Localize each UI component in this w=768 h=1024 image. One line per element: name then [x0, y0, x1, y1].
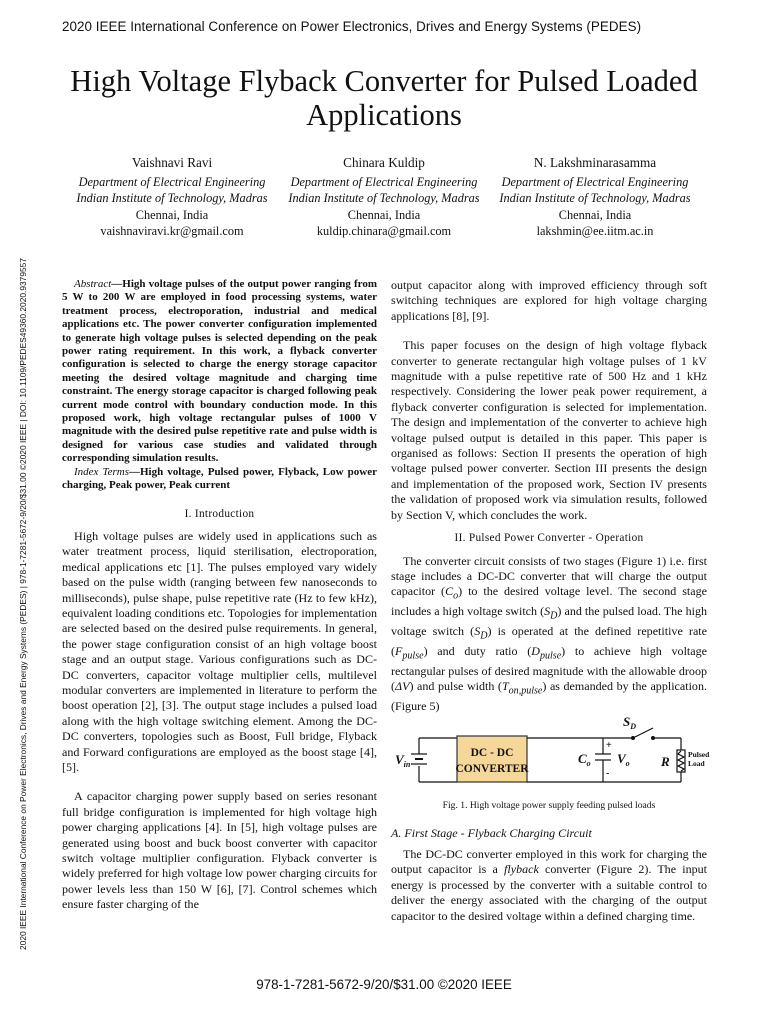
author-block-3 — [475, 155, 715, 240]
figure-1-caption: Fig. 1. High voltage power supply feeding pulsed loads — [442, 800, 656, 812]
pulsed-load-label-2: Load — [688, 759, 705, 769]
pulsed-load-label-1: Pulsed — [688, 750, 710, 760]
author-name: Chinara Kuldip — [343, 155, 425, 170]
author-email[interactable]: kuldip.chinara@gmail.com — [316, 224, 452, 239]
author-name: N. Lakshminarasamma — [533, 155, 657, 170]
intro-paragraph-3: output capacitor along with improved efficiency through soft switching techniques are explored for high voltage charging applications [8], [9]. — [391, 278, 707, 323]
author-city: Chennai, India — [558, 207, 632, 222]
section-heading-introduction: I. Introduction — [184, 507, 255, 520]
abstract-text: —High voltage pulses of the output power ranging from 5 W to 200 W are employed in food processing systems, water treatment process, electroporation, industrial and medical applications etc. The power converter configuration implemented to generate high voltage pulses is selected depending on the peak power rating requirement. In this work, a flyback converter configuration is selected to charge the energy storage capacitor meeting the desired voltage magnitude and charging time constraint. The energy storage capacitor is charged following peak current mode control with boundary conduction mode. In this proposed work, high voltage rectangular pulses of 1000 V magnitude with the desired pulse repetitive rate and pulse width is designed for various case studies and validated through corresponding simulation results. — [62, 278, 377, 465]
author-email[interactable]: vaishnaviravi.kr@gmail.com — [100, 224, 244, 239]
abstract-label: Abstract — [74, 278, 112, 290]
author-inst: Indian Institute of Technology, Madras — [76, 191, 268, 206]
index-terms-label: Index Terms — [74, 465, 129, 478]
converter-box-line2: CONVERTER — [455, 763, 529, 776]
author-inst: Indian Institute of Technology, Madras — [499, 191, 691, 206]
author-inst: Indian Institute of Technology, Madras — [288, 191, 480, 206]
paper-title: High Voltage Flyback Converter for Pulsed Loaded Applications — [70, 64, 698, 132]
converter-box-line1: DC - DC — [470, 747, 514, 760]
first-stage-paragraph-1: The DC-DC converter employed in this work for charging the output capacitor is a flyback converter (Figure 2). The input energy is processed by the converter with a suitable control to deliver the energy associated with the charging of the output capacitor to the desired voltage within a defined charging time. — [391, 847, 707, 923]
right-column — [391, 278, 710, 924]
conference-header: 2020 IEEE International Conference on Power Electronics, Drives and Energy Systems (PEDES) — [62, 19, 642, 34]
subsection-heading-first-stage: A. First Stage - Flyback Charging Circuit — [391, 825, 592, 840]
intro-paragraph-1: High voltage pulses are widely used in applications such as water treatment process, liquid sterilisation, electroporation, medical applications etc [1]. The pulses employed vary widely based on the pulse width (ranging between few nanoseconds to milliseconds), pulse shape, pulse repetitive rate (Hz to few kHz), equivalent loading conditions etc. Topologies for implementation are selected based on the desired pulse requirements. In general, the power stage configuration consist of an high voltage boost stage and an output stage. Various configurations such as DC- DC converters, capacitor voltage multiplier cells, multilevel modular converters are implemented in literature to perform the boost operation [2], [3]. The output stage includes a pulsed load along with the high voltage switching element. Among the DC-DC converters, topologies such as Boost, Full bridge, Flyback and Forward configurations are employed as the boost stage [4], [5]. — [62, 528, 377, 774]
left-column — [62, 278, 377, 913]
author-block-1 — [52, 155, 292, 240]
index-terms-text: —High voltage, Pulsed power, Flyback, Low power charging, Peak power, Peak current — [62, 465, 377, 492]
abstract — [62, 278, 377, 466]
r-label: R — [661, 754, 670, 770]
operation-paragraph-1: The converter circuit consists of two stages (Figure 1) i.e. first stage includes a DC-DC converter that will charge the output capacitor $(C_o)$ to the desired voltage level. The second stage includes a high voltage switch $(S_D)$ and the pulsed load. The high voltage switch $(S_D)$ is operated at the defined repetitive rate $(F_{pulse})$ and duty ratio $(D_{pulse})$ to achieve high voltage rectangular pulses of desired magnitude with the allowable droop (ΔV) and pulse width $(T_{on,pulse})$ as demanded by the application. (Figure 5) — [391, 553, 707, 713]
minus-sign: - — [606, 768, 610, 780]
page-footer: 978-1-7281-5672-9/20/$31.00 ©2020 IEEE — [256, 977, 512, 992]
figure-1-circuit — [391, 714, 710, 790]
vin-label: $V_{in}$ — [395, 752, 411, 770]
co-label: $C_o$ — [578, 751, 591, 769]
author-block-2 — [264, 155, 504, 240]
author-city: Chennai, India — [135, 207, 209, 222]
author-dept: Department of Electrical Engineering — [290, 174, 478, 189]
intro-paragraph-2: A capacitor charging power supply based on series resonant full bridge configuration is implemented for high voltage high power charging applications [4]. In [5], high voltage pulses are generated using boost and buck boost converter with capacitor switch voltage multiplier configuration. Flyback converter is widely preferred for high voltage low power charging circuits for power levels less than 150 W [6], [7]. Control schemes which ensure faster charging of the — [62, 789, 377, 912]
intro-paragraph-4: This paper focuses on the design of high voltage flyback converter to generate rectangular high voltage pulses of 1 kV magnitude with a pulse repetitive rate of 500 Hz and 1 kHz respectively. Considering the lower peak power requirement, a flyback converter configuration is selected for implementation. The design and implementation of the converter to achieve high voltage pulsed output is detailed in this paper. This paper is organised as follows: Section II presents the operation of high voltage pulsed power converter. Section III presents the design and implementation of the proposed work, Section IV presents the validation of proposed work via simulation results, followed by Section V, which concludes the work. — [391, 338, 707, 522]
author-city: Chennai, India — [347, 207, 421, 222]
author-email[interactable]: lakshmin@ee.iitm.ac.in — [536, 224, 654, 239]
vo-label: $V_o$ — [617, 751, 630, 769]
section-heading-operation: II. Pulsed Power Converter - Operation — [454, 532, 644, 545]
circuit-diagram — [391, 714, 710, 790]
plus-sign: + — [606, 740, 612, 752]
author-dept: Department of Electrical Engineering — [501, 174, 689, 189]
sd-label: $S_D$ — [623, 714, 637, 732]
sidebar-citation: 2020 IEEE International Conference on Power Electronics, Drives and Energy Systems (PEDES) | 978-1-7281-5672-9/20/$31.00 ©2020 IEEE | DOI: 10.1109/PEDES49360.2020.9379557 — [18, 258, 28, 950]
index-terms — [62, 466, 377, 493]
author-name: Vaishnavi Ravi — [131, 155, 213, 170]
author-dept: Department of Electrical Engineering — [78, 174, 266, 189]
